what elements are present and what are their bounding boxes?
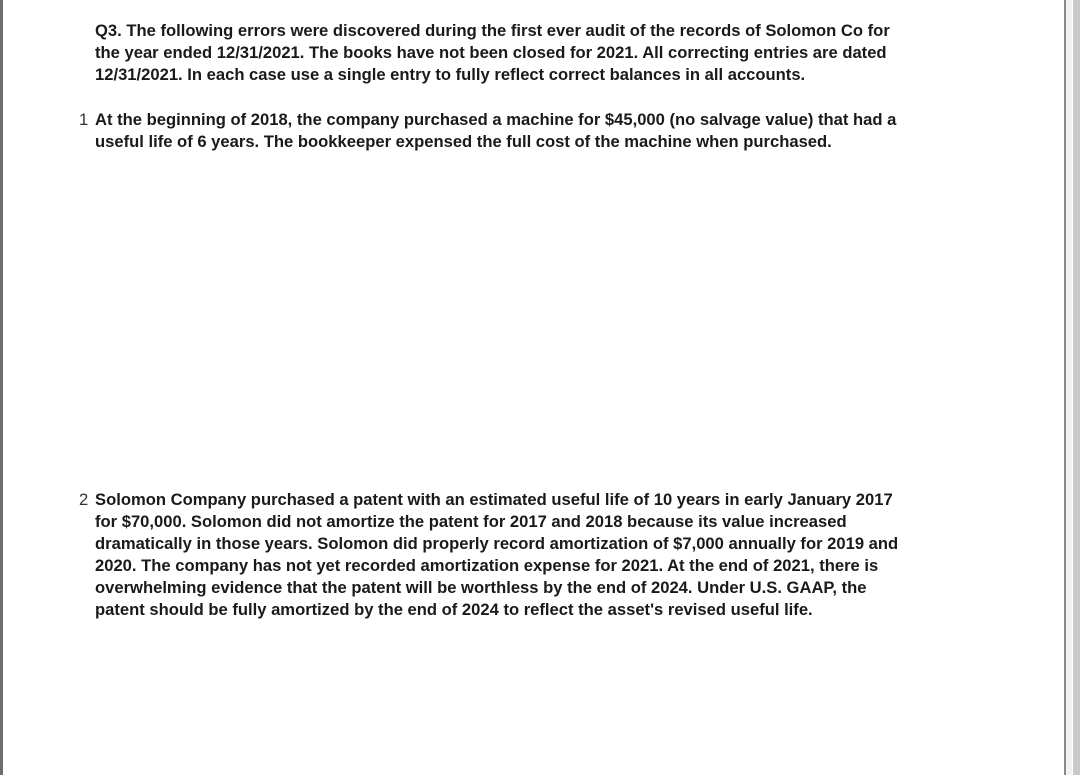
question-number: 1	[79, 110, 89, 129]
question-text: At the beginning of 2018, the company purchased a machine for $45,000 (no salvage value) that had a useful life of 6 years. The bookkeeper expensed the full cost of the machine when purchased.	[95, 110, 897, 151]
scrollbar-gap	[1066, 0, 1072, 775]
scrollbar-track[interactable]	[1073, 0, 1080, 775]
question-intro: Q3. The following errors were discovered during the first ever audit of the records of Solomon Co for the year ended 12/31/2021. The books have not been closed for 2021. All correcting entries are dated 12/31/2021. In each case use a single entry to fully reflect correct balances in all accounts.	[95, 21, 890, 84]
question-number: 2	[79, 490, 89, 509]
question-text: Solomon Company purchased a patent with an estimated useful life of 10 years in early January 2017 for $70,000. Solomon did not amortize the patent for 2017 and 2018 because its value increased dramatically in those years. Solomon did properly record amortization of $7,000 annually for 2019 and 2020. The company has not yet recorded amortization expense for 2021. At the end of 2021, there is overwhelming evidence that the patent will be worthless by the end of 2024. Under U.S. GAAP, the patent should be fully amortized by the end of 2024 to reflect the asset's revised useful life.	[95, 490, 899, 619]
vertical-scrollbar[interactable]	[1064, 0, 1080, 775]
question-item-2	[79, 489, 959, 621]
question-item-1	[79, 109, 959, 153]
